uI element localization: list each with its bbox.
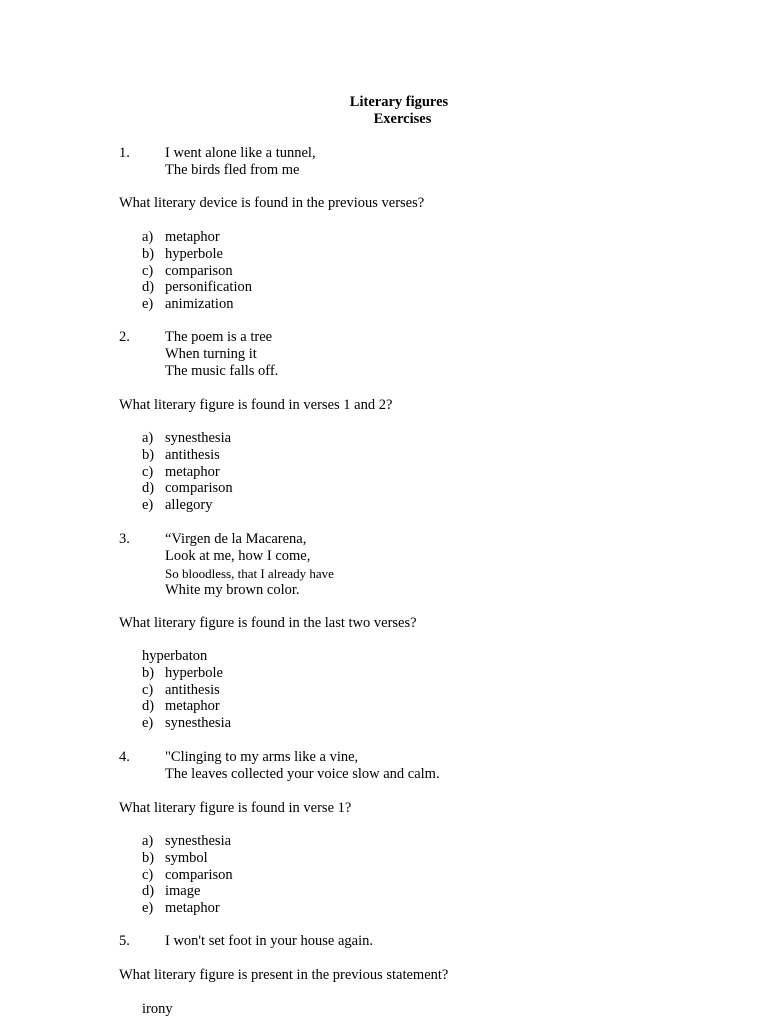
option-text: hyperbole [165, 245, 223, 262]
option-letter: b) [142, 664, 155, 681]
verse-line: “Virgen de la Macarena, [165, 531, 307, 547]
option-letter: e) [142, 900, 154, 917]
option-letter: e) [142, 497, 154, 514]
option-letter: d) [142, 279, 155, 296]
verse-line: Look at me, how I come, [165, 548, 311, 564]
verse-line: So bloodless, that I already have [165, 566, 334, 581]
verse-line: The leaves collected your voice slow and calm. [165, 766, 440, 782]
option-text: allegory [165, 497, 213, 514]
option-text: hyperbole [165, 664, 223, 681]
option-text: metaphor [165, 900, 220, 917]
option-letter: d) [142, 480, 155, 497]
exercise-number: 4. [119, 749, 130, 765]
verse-line: The music falls off. [165, 363, 279, 379]
exercise-number: 5. [119, 933, 130, 949]
document-title [0, 94, 768, 128]
option-text: synesthesia [165, 715, 232, 732]
option-text: hyperbaton [142, 648, 208, 664]
option-text: image [165, 883, 201, 900]
option-letter: c) [142, 463, 154, 480]
verse-line: The poem is a tree [165, 329, 273, 345]
option-text: metaphor [165, 229, 220, 245]
option-letter: c) [142, 262, 154, 279]
option-letter: a) [142, 229, 154, 245]
option-letter: e) [142, 296, 154, 313]
option-text: symbol [165, 849, 208, 866]
option-text: synesthesia [165, 833, 232, 849]
verse-line: I went alone like a tunnel, [165, 145, 316, 161]
option-letter: d) [142, 883, 155, 900]
option-text: comparison [165, 866, 233, 883]
exercise-number: 1. [119, 145, 130, 161]
option-text: metaphor [165, 698, 220, 715]
option-text: comparison [165, 262, 233, 279]
exercise-5-question: What literary figure is present in the previous statement? [119, 967, 449, 983]
option-letter: b) [142, 446, 155, 463]
option-text: animization [165, 296, 234, 313]
option-letter: d) [142, 698, 155, 715]
option-text: antithesis [165, 446, 220, 463]
option-letter: a) [142, 430, 154, 446]
option-letter: b) [142, 849, 155, 866]
verse-line: White my brown color. [165, 582, 300, 598]
verse-line: I won't set foot in your house again. [165, 933, 373, 949]
exercise-number: 2. [119, 329, 130, 345]
option-letter: c) [142, 681, 154, 698]
exercise-1-question: What literary device is found in the previous verses? [119, 195, 425, 211]
verse-line: When turning it [165, 346, 257, 362]
exercise-4-question: What literary figure is found in verse 1? [119, 800, 352, 816]
verse-line: "Clinging to my arms like a vine, [165, 749, 359, 765]
option-letter: b) [142, 245, 155, 262]
option-text: metaphor [165, 463, 220, 480]
option-letter: e) [142, 715, 154, 732]
option-letter: c) [142, 866, 154, 883]
exercise-number: 3. [119, 531, 130, 547]
option-text: comparison [165, 480, 233, 497]
verse-line: The birds fled from me [165, 162, 300, 178]
exercise-3-question: What literary figure is found in the last two verses? [119, 615, 417, 631]
option-text: irony [142, 1001, 173, 1017]
title-line-1: Literary figures [349, 94, 449, 110]
option-text: personification [165, 279, 252, 296]
title-line-2: Exercises [373, 111, 432, 127]
option-letter: a) [142, 833, 154, 849]
option-text: antithesis [165, 681, 220, 698]
exercise-2-question: What literary figure is found in verses 1 and 2? [119, 397, 393, 413]
option-text: synesthesia [165, 430, 232, 446]
